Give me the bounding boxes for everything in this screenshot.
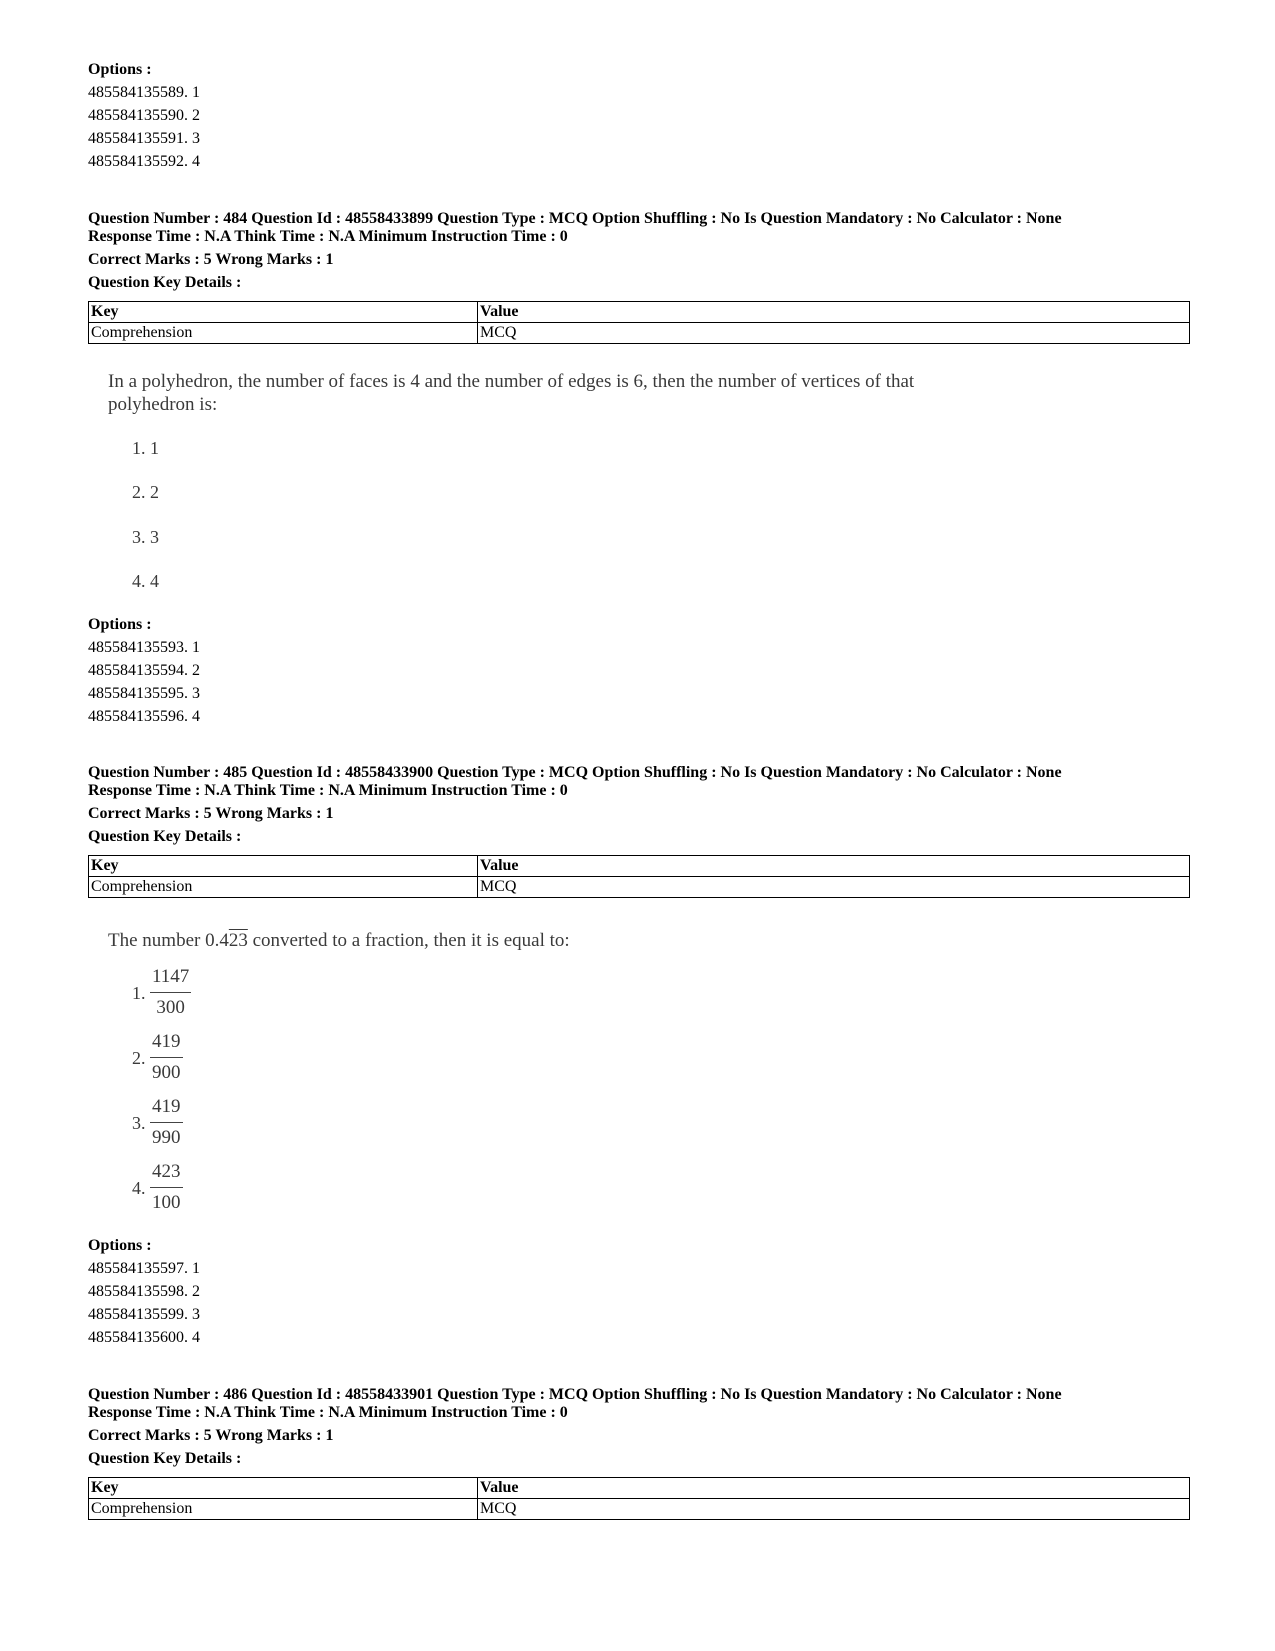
fraction-numerator: 419 — [150, 1030, 183, 1058]
question-header: Question Number : 486 Question Id : 48558433901 Question Type : MCQ Option Shuffling : No Is Question Mandatory : No Calculator : None — [88, 1386, 1062, 1403]
table-cell-key: Comprehension — [89, 1499, 478, 1520]
table-cell-key: Comprehension — [89, 323, 478, 344]
fraction-numerator: 419 — [150, 1095, 183, 1123]
fraction — [150, 1160, 183, 1215]
key-details-label: Question Key Details : — [88, 828, 242, 845]
question-choice: 1. 1 — [132, 438, 159, 458]
options-label: Options : — [88, 61, 152, 78]
key-details-table — [88, 855, 1190, 898]
fraction-denominator: 990 — [152, 1127, 181, 1148]
question-choice: 4. 4 — [132, 571, 159, 591]
key-details-table — [88, 1477, 1190, 1520]
question-timing: Response Time : N.A Think Time : N.A Minimum Instruction Time : 0 — [88, 1404, 568, 1421]
table-cell-value: MCQ — [478, 1499, 1190, 1520]
question-choice: 2. 2 — [132, 482, 159, 502]
choice-number: 4. — [132, 1178, 146, 1198]
option-id: 485584135591. 3 — [88, 130, 200, 147]
table-header-key: Key — [89, 302, 478, 323]
table-header-value: Value — [478, 856, 1190, 877]
question-timing: Response Time : N.A Think Time : N.A Minimum Instruction Time : 0 — [88, 228, 568, 245]
fraction — [150, 1030, 183, 1085]
repeating-digits: 23 — [228, 930, 248, 951]
choice-number: 1. — [132, 983, 146, 1003]
key-details-table — [88, 301, 1190, 344]
table-cell-key: Comprehension — [89, 877, 478, 898]
table-header-key: Key — [89, 856, 478, 877]
option-id: 485584135592. 4 — [88, 153, 200, 170]
fraction — [150, 1095, 183, 1150]
table-header-value: Value — [478, 1478, 1190, 1499]
option-id: 485584135596. 4 — [88, 708, 200, 725]
option-id: 485584135597. 1 — [88, 1260, 200, 1277]
question-header: Question Number : 484 Question Id : 48558433899 Question Type : MCQ Option Shuffling : No Is Question Mandatory : No Calculator : None — [88, 210, 1062, 227]
option-id: 485584135600. 4 — [88, 1329, 200, 1346]
table-cell-value: MCQ — [478, 877, 1190, 898]
fraction-numerator: 1147 — [150, 965, 191, 993]
question-choice: 3. 3 — [132, 527, 159, 547]
question-suffix: converted to a fraction, then it is equal to: — [252, 930, 570, 951]
table-header-key: Key — [89, 1478, 478, 1499]
fraction-denominator: 900 — [152, 1062, 181, 1083]
question-prefix: The number — [108, 930, 201, 951]
fraction-denominator: 300 — [156, 997, 185, 1018]
question-timing: Response Time : N.A Think Time : N.A Minimum Instruction Time : 0 — [88, 782, 568, 799]
option-id: 485584135590. 2 — [88, 107, 200, 124]
question-image — [108, 370, 914, 416]
question-header: Question Number : 485 Question Id : 48558433900 Question Type : MCQ Option Shuffling : No Is Question Mandatory : No Calculator : None — [88, 764, 1062, 781]
table-cell-value: MCQ — [478, 323, 1190, 344]
question-text-line — [108, 929, 570, 952]
option-id: 485584135598. 2 — [88, 1283, 200, 1300]
question-text-line: polyhedron is: — [108, 394, 218, 415]
fraction — [150, 965, 191, 1020]
option-id: 485584135589. 1 — [88, 84, 200, 101]
options-label: Options : — [88, 1237, 152, 1254]
options-label: Options : — [88, 616, 152, 633]
question-marks: Correct Marks : 5 Wrong Marks : 1 — [88, 1427, 334, 1444]
choice-number: 2. — [132, 1048, 146, 1068]
table-header-value: Value — [478, 302, 1190, 323]
key-details-label: Question Key Details : — [88, 1450, 242, 1467]
repeating-decimal: 0.423 — [205, 930, 248, 951]
fraction-denominator: 100 — [152, 1192, 181, 1213]
question-text-line: In a polyhedron, the number of faces is 4 and the number of edges is 6, then the number of vertices of that — [108, 371, 915, 392]
option-id: 485584135594. 2 — [88, 662, 200, 679]
choice-number: 3. — [132, 1113, 146, 1133]
option-id: 485584135593. 1 — [88, 639, 200, 656]
fraction-numerator: 423 — [150, 1160, 183, 1188]
key-details-label: Question Key Details : — [88, 274, 242, 291]
question-marks: Correct Marks : 5 Wrong Marks : 1 — [88, 805, 334, 822]
option-id: 485584135599. 3 — [88, 1306, 200, 1323]
option-id: 485584135595. 3 — [88, 685, 200, 702]
question-marks: Correct Marks : 5 Wrong Marks : 1 — [88, 251, 334, 268]
